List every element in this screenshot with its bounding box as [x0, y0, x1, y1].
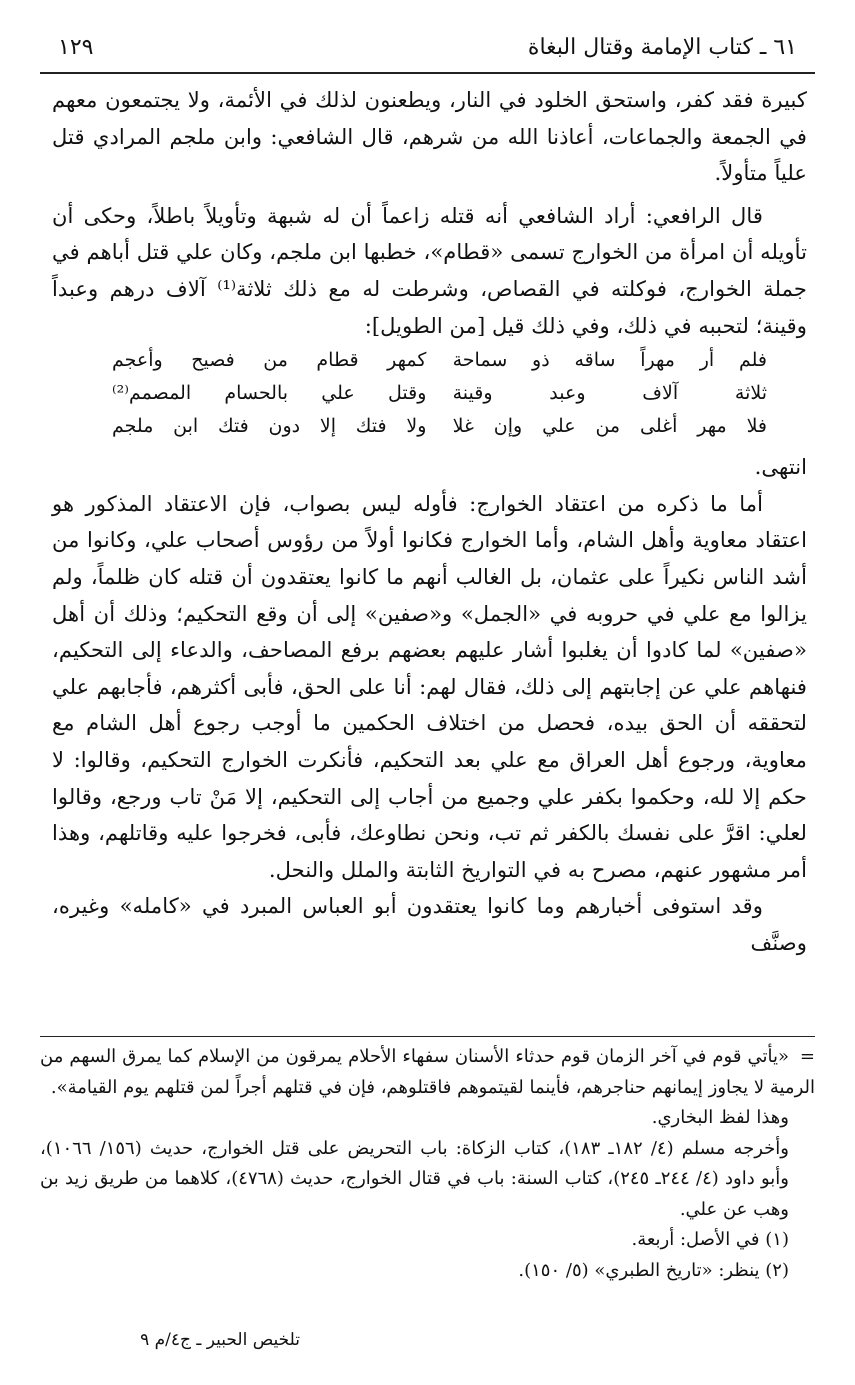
paragraph-1: كبيرة فقد كفر، واستحق الخلود في النار، ويطعنون لذلك في الأئمة، ولا يجتمعون معهم في الجمعة والجماعات، أعاذنا الله من شرهم، قال الشافعي: وابن ملجم المرادي قتل علياً متأولاً. [52, 87, 807, 186]
verse-first-hemistich: ثلاثة آلاف وعبد وقينة [452, 382, 767, 405]
paragraph-5: وقد استوفى أخبارهم وما كانوا يعتقدون أبو العباس المبرد في «كامله» وغيره، وصنَّف [52, 893, 807, 955]
verse [112, 344, 767, 377]
continuation-mark: = [799, 1046, 815, 1067]
header-rule [40, 72, 815, 74]
footnote-cont-text-3: وأخرجه مسلم (٤/ ١٨٢ـ ١٨٣)، كتاب الزكاة: باب التحريض على قتل الخوارج، حديث (١٥٦/ ١٠٦٦)، وأبو داود (٤/ ٢٤٤ـ ٢٤٥)، كتاب السنة: باب في قتال الخوارج، حديث (٤٧٦٨)، كلاهما من طريق زيد بن وهب عن علي. [40, 1137, 790, 1220]
verse [112, 377, 767, 410]
paragraph-2: قال الرافعي: أراد الشافعي أنه قتله زاعماً أن له شبهة وتأويلاً باطلاً، وحكى أن تأويله أن امرأة من الخوارج تسمى «قطام»، خطبها ابن ملجم، وكان علي قتل أباهم في جملة الخوارج، فوكلته في القصاص، وشرطت له مع ذلك ثلاثة⁽¹⁾ آلاف درهم وعبداً وقينة؛ لتحببه في ذلك، وفي ذلك قيل [من الطويل]: [52, 202, 807, 338]
footnote-1: (١) في الأصل: أربعة. [631, 1229, 789, 1250]
verse-second-hemistich: ولا فتك إلا دون فتك ابن ملجم [112, 415, 427, 438]
paragraph-end-quote: انتهى. [754, 454, 807, 480]
paragraph-4: أما ما ذكره من اعتقاد الخوارج: فأوله ليس بصواب، فإن الاعتقاد المذكور هو اعتقاد معاوية وأهل الشام، وأما الخوارج فكانوا أولاً من رؤوس أصحاب علي، وكانوا من أشد الناس نكيراً على عثمان، بل الغالب أنهم ما كانوا يعتقدون أن قتله كان ظلماً، ولم يزالوا مع علي في حروبه في «الجمل» و«صفين» إلى أن وقع التحكيم؛ وذلك أن أهل «صفين» لما كادوا أن يغلبوا أشار عليهم بعضهم برفع المصاحف، والدعاء إلى التحكيم، فنهاهم علي عن إجابتهم إلى ذلك، فقال لهم: أنا على الحق، فأبى أكثرهم، فأجابهم علي لتحققه أن الحق بيده، فحصل من اختلاف الحكمين ما أوجب رجوع أهل الشام مع معاوية، ورجوع أهل العراق مع علي بعد التحكيم، فأنكرت الخوارج التحكيم، وقالوا: لا حكم إلا لله، وحكموا بكفر علي وجميع من أجاب إلى التحكيم، إلا مَنْ تاب ورجع، وقالوا لعلي: اقرَّ على نفسك بالكفر ثم تب، ونحن نطاوعك، فأبى، فخرجوا عليه وقاتلهم، وهذا أمر مشهور عنهم، مصرح به في التواريخ الثابتة والملل والنحل. [52, 490, 807, 882]
verse-first-hemistich: فلا مهر أغلى من علي وإن غلا [452, 415, 767, 438]
chapter-title: ٦١ ـ كتاب الإمامة وقتال البغاة [527, 35, 797, 60]
page-footer [0, 1326, 855, 1356]
footnote-continuation [40, 1042, 815, 1103]
running-header [58, 28, 797, 68]
footnote-2: (٢) ينظر: «تاريخ الطبري» (٥/ ١٥٠). [518, 1259, 789, 1281]
footnote-cont-text-2: وهذا لفظ البخاري. [651, 1107, 789, 1128]
printer-signature: تلخيص الحبير ـ ج٤/م ٩ [140, 1330, 300, 1350]
verse-second-hemistich: وقتل علي بالحسام المصمم⁽²⁾ [112, 382, 427, 405]
verse-first-hemistich: فلم أر مهراً ساقه ذو سماحة [452, 349, 767, 372]
verse [112, 410, 767, 443]
poem [112, 344, 767, 443]
footnote-separator [40, 1036, 815, 1037]
main-text [52, 82, 807, 961]
page-number: ١٢٩ [58, 35, 94, 60]
footnote-cont-text-1: «يأتي قوم في آخر الزمان قوم حدثاء الأسنان سفهاء الأحلام يمرقون من الإسلام كما يمرق السهم من الرمية لا يجاوز إيمانهم حناجرهم، فأينما لقيتموهم فاقتلوهم، فإن في قتلهم أجراً لمن قتلهم يوم القيامة». [40, 1046, 815, 1098]
verse-second-hemistich: كمهر قطام من فصيح وأعجم [112, 349, 427, 372]
footnotes [40, 1042, 815, 1286]
